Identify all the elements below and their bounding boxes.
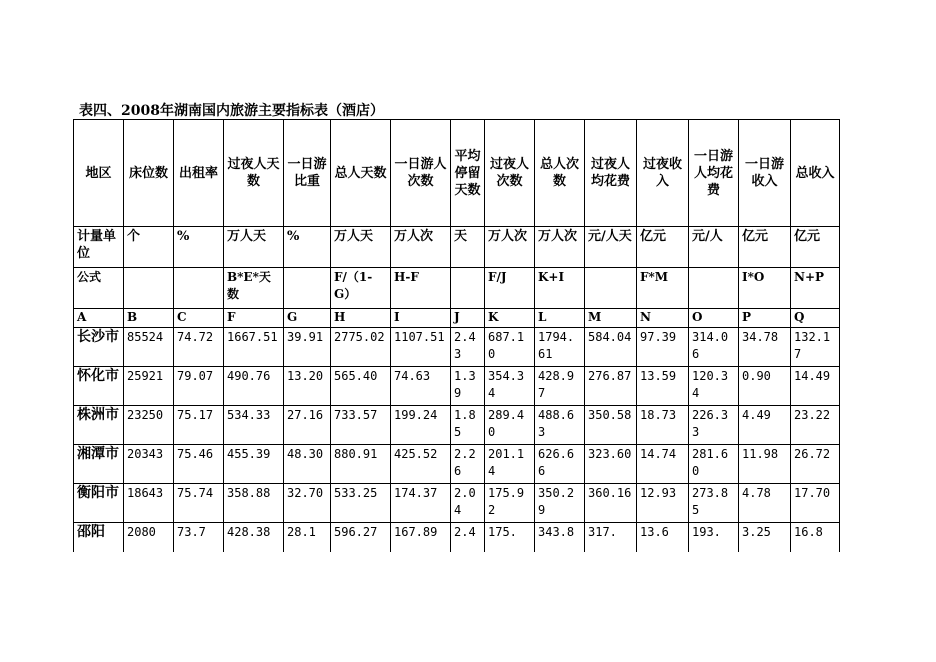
table-row-cell: 25921 <box>124 367 174 406</box>
header-row-cell: 总收入 <box>791 120 840 227</box>
table-row-cell: 175.92 <box>485 484 535 523</box>
table-row-cell: 350.29 <box>535 484 585 523</box>
table-row-cell: 358.88 <box>224 484 284 523</box>
formula-row-cell: K+I <box>535 268 585 309</box>
table-row-cell: 0.90 <box>739 367 791 406</box>
table-row-cell: 27.16 <box>284 406 331 445</box>
letter-row-cell: K <box>485 309 535 328</box>
header-row-cell: 一日游比重 <box>284 120 331 227</box>
table-row-cell: 455.39 <box>224 445 284 484</box>
formula-row-cell <box>585 268 637 309</box>
table-row <box>74 523 840 553</box>
unit-row-cell: 元/人 <box>689 227 739 268</box>
unit-row-cell: 万人次 <box>391 227 451 268</box>
table-row-cell: 360.16 <box>585 484 637 523</box>
table-row-cell: 23.22 <box>791 406 840 445</box>
table-row-cell: 26.72 <box>791 445 840 484</box>
header-row-cell: 总人次数 <box>535 120 585 227</box>
table-row-cell: 880.91 <box>331 445 391 484</box>
table-row-cell: 428.97 <box>535 367 585 406</box>
table-row-cell: 2.26 <box>451 445 485 484</box>
header-row-cell: 地区 <box>74 120 124 227</box>
header-row-cell: 过夜人次数 <box>485 120 535 227</box>
header-row-cell: 过夜人均花费 <box>585 120 637 227</box>
table-row-cell: 20343 <box>124 445 174 484</box>
letter-row-cell: Q <box>791 309 840 328</box>
table-title: 表四、2008年湖南国内旅游主要指标表（酒店） <box>79 103 384 119</box>
formula-row-cell: 公式 <box>74 268 124 309</box>
table-row-cell: 株洲市 <box>74 406 124 445</box>
table-row-cell: 16.8 <box>791 523 840 553</box>
table-row-cell: 2.04 <box>451 484 485 523</box>
letter-row-cell: C <box>174 309 224 328</box>
table-row-cell: 23250 <box>124 406 174 445</box>
table-row-cell: 596.27 <box>331 523 391 553</box>
table-row-cell: 193. <box>689 523 739 553</box>
table-row-cell: 323.60 <box>585 445 637 484</box>
table-row-cell: 2775.02 <box>331 328 391 367</box>
table-row <box>74 328 840 367</box>
table-row <box>74 445 840 484</box>
letter-row-cell: G <box>284 309 331 328</box>
unit-row-cell: % <box>284 227 331 268</box>
header-row-cell: 过夜人天数 <box>224 120 284 227</box>
table-row-cell: 1107.51 <box>391 328 451 367</box>
table-row-cell: 490.76 <box>224 367 284 406</box>
header-row-cell: 一日游人次数 <box>391 120 451 227</box>
table-row-cell: 733.57 <box>331 406 391 445</box>
table-row-cell: 289.40 <box>485 406 535 445</box>
table-row-cell: 18.73 <box>637 406 689 445</box>
formula-row <box>74 268 840 309</box>
letter-row-cell: L <box>535 309 585 328</box>
unit-row-cell: 万人天 <box>331 227 391 268</box>
letter-row-cell: N <box>637 309 689 328</box>
table-row-cell: 354.34 <box>485 367 535 406</box>
table-row-cell: 73.7 <box>174 523 224 553</box>
table-row-cell: 281.60 <box>689 445 739 484</box>
table-row-cell: 75.46 <box>174 445 224 484</box>
table-row-cell: 276.87 <box>585 367 637 406</box>
table-row-cell: 201.14 <box>485 445 535 484</box>
formula-row-cell: F/J <box>485 268 535 309</box>
unit-row <box>74 227 840 268</box>
table-row-cell: 74.72 <box>174 328 224 367</box>
letter-row-cell: M <box>585 309 637 328</box>
formula-row-cell <box>451 268 485 309</box>
table-row <box>74 484 840 523</box>
letter-row-cell: H <box>331 309 391 328</box>
table-row-cell: 17.70 <box>791 484 840 523</box>
table-row-cell: 314.06 <box>689 328 739 367</box>
indicator-table <box>73 119 840 552</box>
unit-row-cell: 亿元 <box>791 227 840 268</box>
table-row-cell: 626.66 <box>535 445 585 484</box>
formula-row-cell: B*E*天数 <box>224 268 284 309</box>
letter-row-cell: I <box>391 309 451 328</box>
table-row-cell: 199.24 <box>391 406 451 445</box>
table-row-cell: 18643 <box>124 484 174 523</box>
table-row-cell: 565.40 <box>331 367 391 406</box>
formula-row-cell: N+P <box>791 268 840 309</box>
table-row-cell: 343.8 <box>535 523 585 553</box>
table-row-cell: 2080 <box>124 523 174 553</box>
table-row-cell: 邵阳 <box>74 523 124 553</box>
table-row-cell: 12.93 <box>637 484 689 523</box>
unit-row-cell: % <box>174 227 224 268</box>
table-row-cell: 533.25 <box>331 484 391 523</box>
table-row-cell: 175. <box>485 523 535 553</box>
table-row-cell: 97.39 <box>637 328 689 367</box>
table-row-cell: 28.1 <box>284 523 331 553</box>
table-row-cell: 13.6 <box>637 523 689 553</box>
table-row-cell: 衡阳市 <box>74 484 124 523</box>
table-row-cell: 34.78 <box>739 328 791 367</box>
table-row-cell: 79.07 <box>174 367 224 406</box>
table-row-cell: 11.98 <box>739 445 791 484</box>
letter-row-cell: F <box>224 309 284 328</box>
table-row-cell: 488.63 <box>535 406 585 445</box>
table-row-cell: 584.04 <box>585 328 637 367</box>
table-row-cell: 1.39 <box>451 367 485 406</box>
table-row-cell: 85524 <box>124 328 174 367</box>
table-row <box>74 367 840 406</box>
table-row-cell: 1.85 <box>451 406 485 445</box>
header-row <box>74 120 840 227</box>
formula-row-cell: I*O <box>739 268 791 309</box>
table-row-cell: 428.38 <box>224 523 284 553</box>
table-row-cell: 350.58 <box>585 406 637 445</box>
header-row-cell: 过夜收入 <box>637 120 689 227</box>
letter-row <box>74 309 840 328</box>
table-row-cell: 1794.61 <box>535 328 585 367</box>
table-row-cell: 14.74 <box>637 445 689 484</box>
header-row-cell: 总人天数 <box>331 120 391 227</box>
table-row-cell: 2.43 <box>451 328 485 367</box>
table-row-cell: 687.10 <box>485 328 535 367</box>
header-row-cell: 出租率 <box>174 120 224 227</box>
table-row-cell: 湘潭市 <box>74 445 124 484</box>
table-row-cell: 534.33 <box>224 406 284 445</box>
table-row-cell: 120.34 <box>689 367 739 406</box>
unit-row-cell: 万人次 <box>485 227 535 268</box>
header-row-cell: 一日游人均花费 <box>689 120 739 227</box>
table-row <box>74 406 840 445</box>
table-row-cell: 3.25 <box>739 523 791 553</box>
table-row-cell: 14.49 <box>791 367 840 406</box>
letter-row-cell: A <box>74 309 124 328</box>
unit-row-cell: 元/人天 <box>585 227 637 268</box>
unit-row-cell: 个 <box>124 227 174 268</box>
letter-row-cell: P <box>739 309 791 328</box>
table-row-cell: 74.63 <box>391 367 451 406</box>
header-row-cell: 一日游收入 <box>739 120 791 227</box>
formula-row-cell: F*M <box>637 268 689 309</box>
letter-row-cell: O <box>689 309 739 328</box>
formula-row-cell <box>124 268 174 309</box>
table-row-cell: 长沙市 <box>74 328 124 367</box>
header-row-cell: 平均停留天数 <box>451 120 485 227</box>
formula-row-cell: H-F <box>391 268 451 309</box>
table-row-cell: 425.52 <box>391 445 451 484</box>
unit-row-cell: 万人天 <box>224 227 284 268</box>
table-row-cell: 75.74 <box>174 484 224 523</box>
unit-row-cell: 亿元 <box>739 227 791 268</box>
table-row-cell: 167.89 <box>391 523 451 553</box>
table-row-cell: 132.17 <box>791 328 840 367</box>
unit-row-cell: 亿元 <box>637 227 689 268</box>
table-row-cell: 174.37 <box>391 484 451 523</box>
table-row-cell: 226.33 <box>689 406 739 445</box>
table-row-cell: 2.4 <box>451 523 485 553</box>
formula-row-cell <box>689 268 739 309</box>
letter-row-cell: B <box>124 309 174 328</box>
table-row-cell: 13.20 <box>284 367 331 406</box>
table-row-cell: 273.85 <box>689 484 739 523</box>
header-row-cell: 床位数 <box>124 120 174 227</box>
letter-row-cell: J <box>451 309 485 328</box>
formula-row-cell <box>284 268 331 309</box>
table-row-cell: 75.17 <box>174 406 224 445</box>
table-row-cell: 13.59 <box>637 367 689 406</box>
table-row-cell: 4.78 <box>739 484 791 523</box>
unit-row-cell: 天 <box>451 227 485 268</box>
table-row-cell: 怀化市 <box>74 367 124 406</box>
unit-row-cell: 万人次 <box>535 227 585 268</box>
formula-row-cell: F/（1-G） <box>331 268 391 309</box>
table-row-cell: 48.30 <box>284 445 331 484</box>
table-row-cell: 39.91 <box>284 328 331 367</box>
table-row-cell: 317. <box>585 523 637 553</box>
table-row-cell: 32.70 <box>284 484 331 523</box>
table-row-cell: 1667.51 <box>224 328 284 367</box>
formula-row-cell <box>174 268 224 309</box>
table-viewport <box>73 119 841 552</box>
table-row-cell: 4.49 <box>739 406 791 445</box>
unit-row-cell: 计量单位 <box>74 227 124 268</box>
